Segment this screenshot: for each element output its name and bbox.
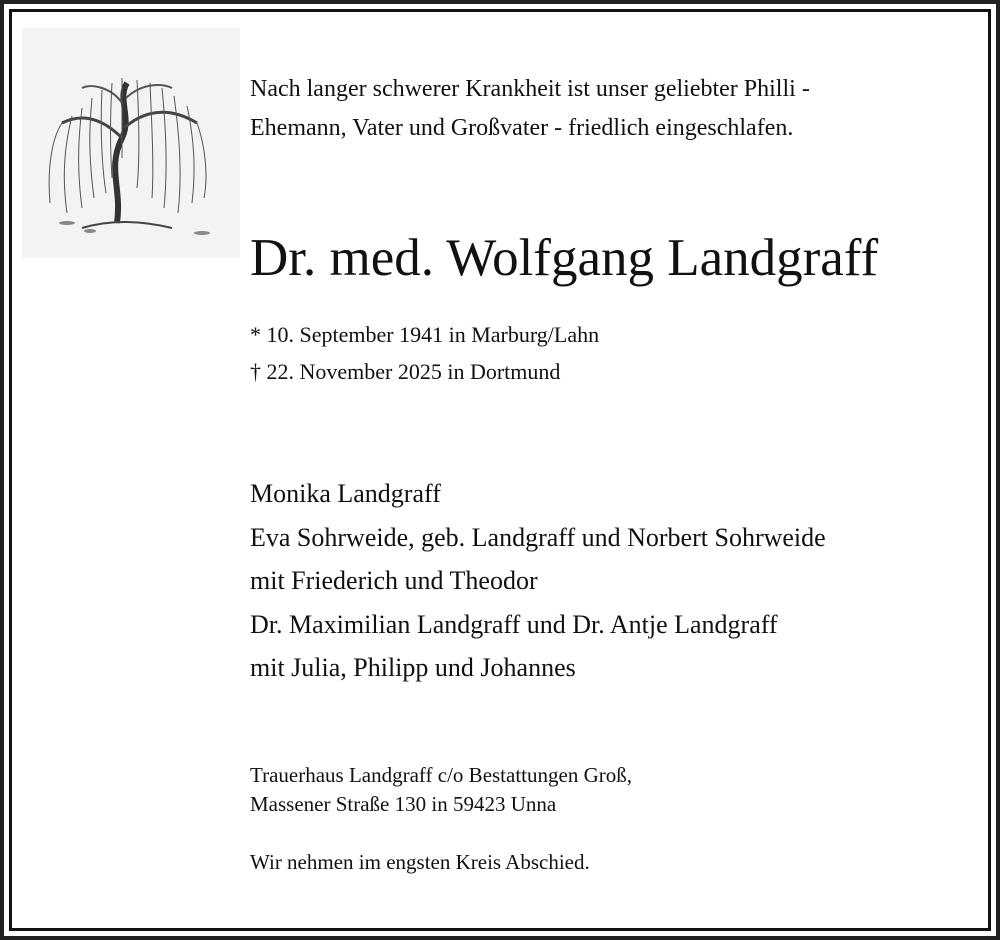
family-list xyxy=(250,472,826,690)
deceased-name: Dr. med. Wolfgang Landgraff xyxy=(250,229,879,287)
intro-text xyxy=(250,70,810,148)
family-member: Monika Landgraff xyxy=(250,479,441,508)
willow-tree-image xyxy=(22,28,240,258)
family-member: Eva Sohrweide, geb. Landgraff und Norbert Sohrweide xyxy=(250,522,826,552)
farewell-note: Wir nehmen im engsten Kreis Abschied. xyxy=(250,850,590,874)
family-member: Dr. Maximilian Landgraff und Dr. Antje Landgraff xyxy=(250,609,778,639)
intro-line: Nach langer schwerer Krankheit ist unser geliebter Philli - xyxy=(250,76,810,102)
death-date: † 22. November 2025 in Dortmund xyxy=(250,359,561,384)
mourning-address xyxy=(250,761,632,819)
address-line: Massener Straße 130 in 59423 Unna xyxy=(250,792,557,816)
intro-line: Ehemann, Vater und Großvater - friedlich eingeschlafen. xyxy=(250,115,794,141)
life-dates xyxy=(250,316,599,390)
birth-date: * 10. September 1941 in Marburg/Lahn xyxy=(250,322,600,347)
address-line: Trauerhaus Landgraff c/o Bestattungen Groß, xyxy=(250,763,632,787)
family-member: mit Julia, Philipp und Johannes xyxy=(250,653,576,682)
family-member: mit Friederich und Theodor xyxy=(250,566,538,595)
